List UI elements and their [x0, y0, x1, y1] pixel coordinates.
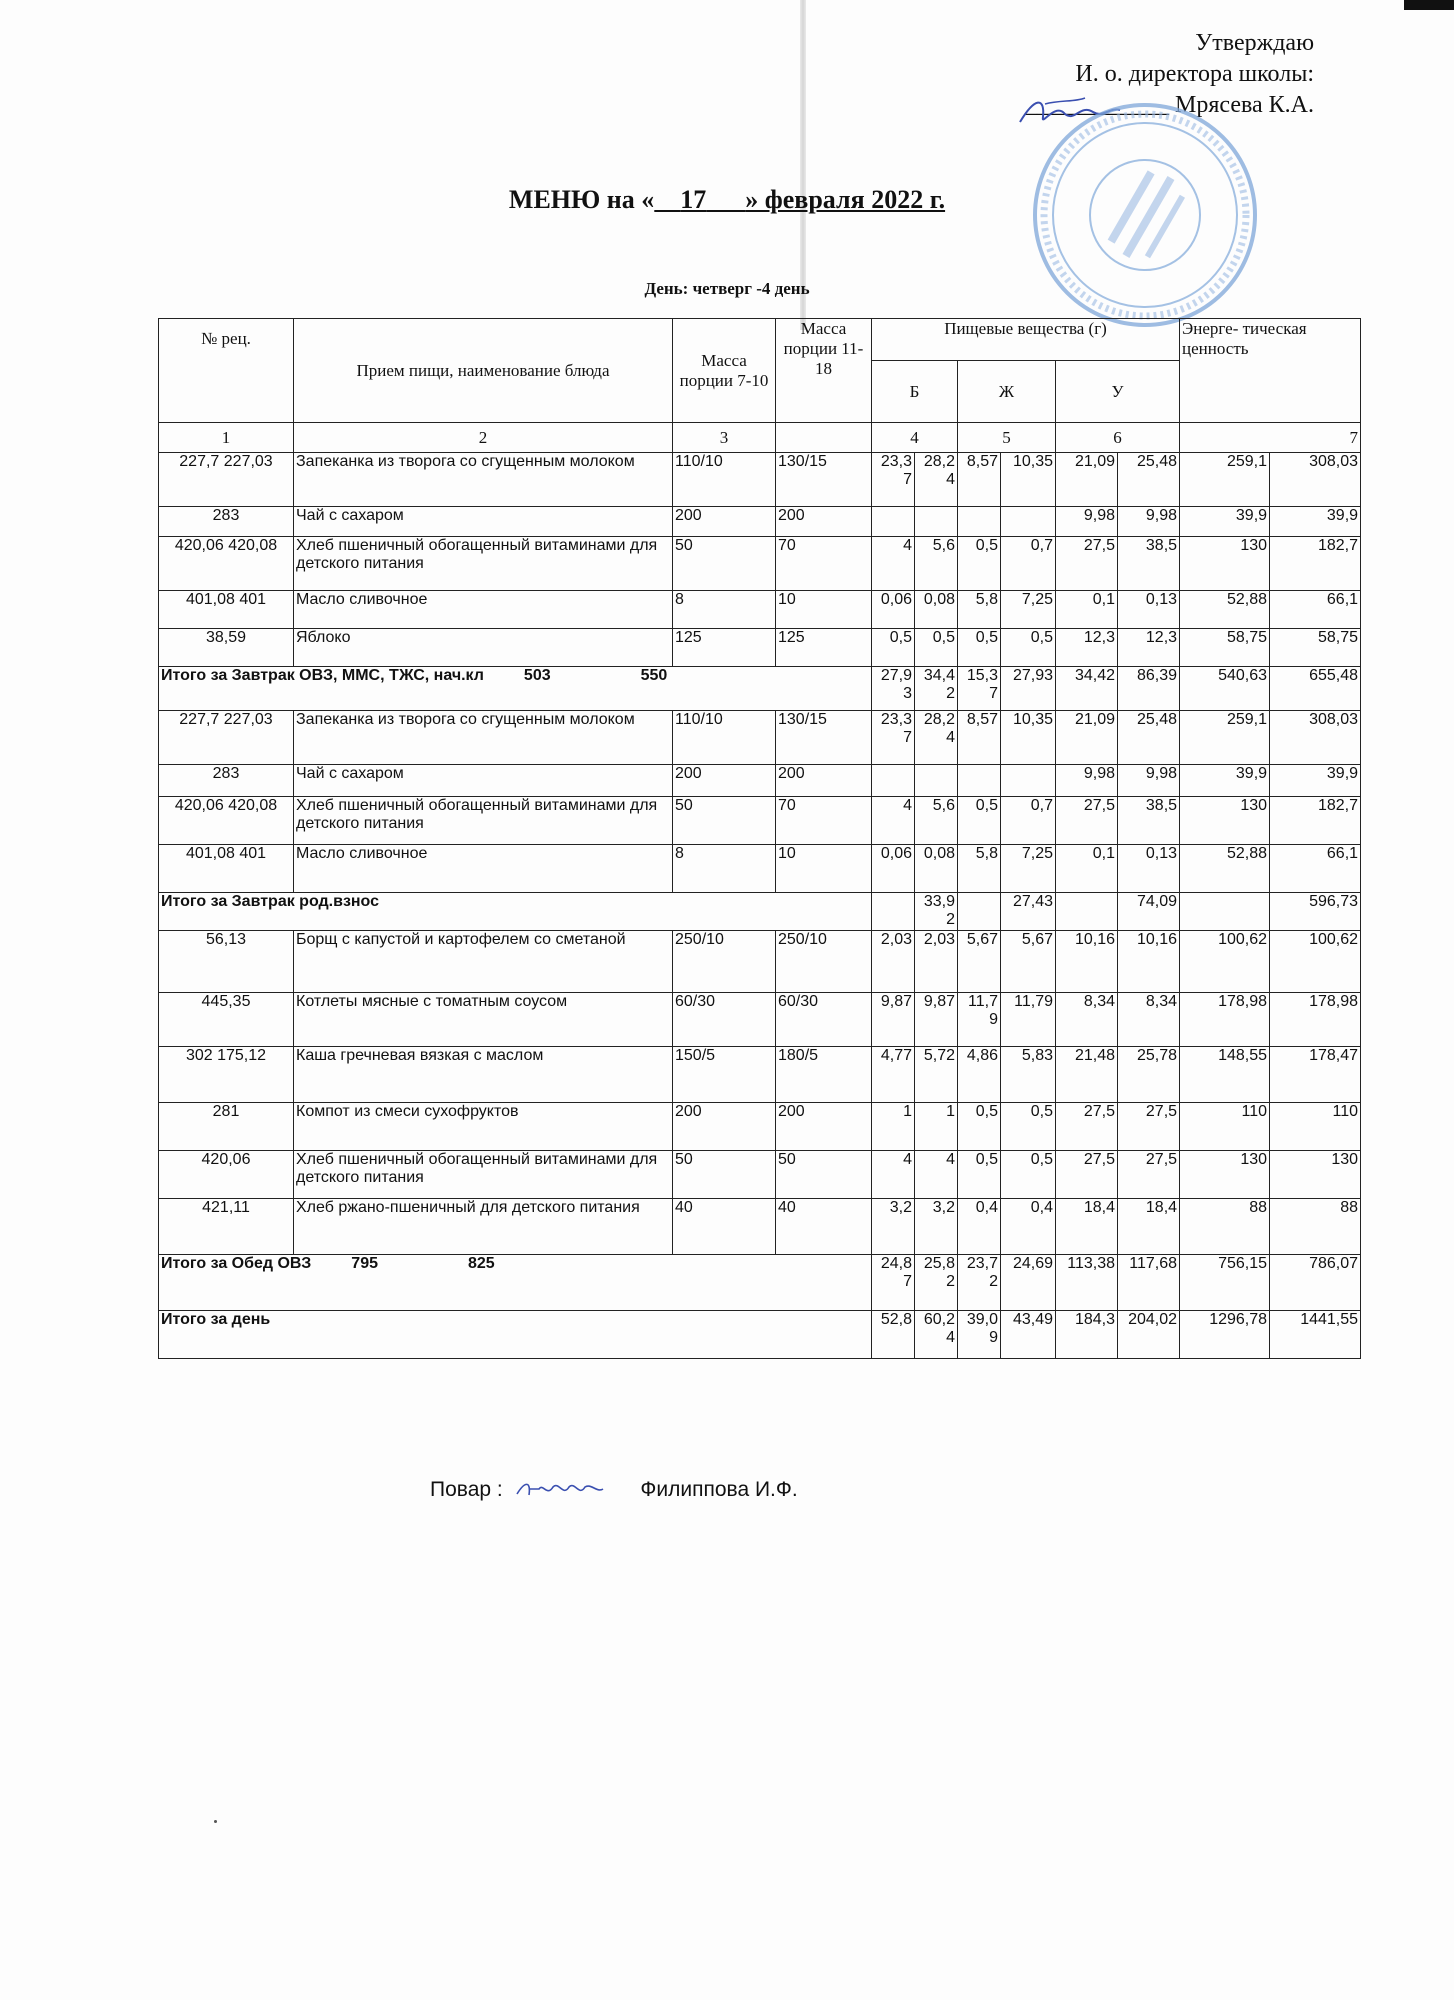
nutrient-u1-cell: 21,09	[1056, 711, 1118, 765]
nutrient-u2-cell: 204,02	[1118, 1311, 1180, 1359]
table-row	[159, 797, 1361, 845]
nutrient-z1-cell: 0,5	[958, 1103, 1001, 1151]
nutrient-z2-cell: 0,5	[1001, 1103, 1056, 1151]
mass-11-18-cell: 40	[776, 1199, 872, 1255]
table-row	[159, 845, 1361, 893]
dish-name-cell: Яблоко	[294, 629, 673, 667]
dish-name-cell: Хлеб пшеничный обогащенный витаминами для детского питания	[294, 537, 673, 591]
nutrient-z2-cell: 5,67	[1001, 931, 1056, 993]
nutrient-z1-cell: 8,57	[958, 453, 1001, 507]
nutrient-e1-cell: 39,9	[1180, 765, 1270, 797]
nutrient-e2-cell: 88	[1270, 1199, 1361, 1255]
page-title	[0, 185, 1454, 215]
nutrient-b2-cell: 3,2	[915, 1199, 958, 1255]
nutrient-b1-cell: 4	[872, 797, 915, 845]
total-label: Итого за Завтрак ОВЗ, ММС, ТЖС, нач.кл	[161, 667, 484, 684]
table-row	[159, 711, 1361, 765]
nutrient-z2-cell: 10,35	[1001, 453, 1056, 507]
nutrient-u1-cell: 0,1	[1056, 591, 1118, 629]
title-day: 17	[680, 185, 707, 214]
nutrient-e1-cell: 58,75	[1180, 629, 1270, 667]
mass-11-18-cell: 10	[776, 591, 872, 629]
col-number: 4	[872, 423, 958, 453]
nutrient-e1-cell: 88	[1180, 1199, 1270, 1255]
nutrient-b2-cell: 0,08	[915, 591, 958, 629]
col-number: 1	[159, 423, 294, 453]
nutrient-e2-cell: 786,07	[1270, 1255, 1361, 1311]
title-prefix: МЕНЮ на «	[508, 185, 655, 214]
nutrient-z1-cell: 11,79	[958, 993, 1001, 1047]
nutrient-z1-cell: 4,86	[958, 1047, 1001, 1103]
nutrient-e1-cell: 130	[1180, 537, 1270, 591]
nutrient-z2-cell: 0,7	[1001, 537, 1056, 591]
mass-11-18-cell: 70	[776, 537, 872, 591]
col-number: 5	[958, 423, 1056, 453]
col-number	[776, 423, 872, 453]
nutrient-u1-cell: 27,5	[1056, 1103, 1118, 1151]
dish-name-cell: Чай с сахаром	[294, 507, 673, 537]
nutrient-b2-cell: 1	[915, 1103, 958, 1151]
table-row	[159, 537, 1361, 591]
nutrient-e2-cell: 1441,55	[1270, 1311, 1361, 1359]
dish-name-cell: Запеканка из творога со сгущенным молоком	[294, 711, 673, 765]
nutrient-e1-cell: 756,15	[1180, 1255, 1270, 1311]
nutrient-u2-cell: 10,16	[1118, 931, 1180, 993]
cook-name: Филиппова И.Ф.	[640, 1478, 798, 1501]
nutrient-b1-cell: 0,5	[872, 629, 915, 667]
table-row	[159, 765, 1361, 797]
nutrient-b2-cell: 34,42	[915, 667, 958, 711]
nutrient-b1-cell: 27,93	[872, 667, 915, 711]
nutrient-u1-cell: 27,5	[1056, 797, 1118, 845]
nutrient-b2-cell: 5,6	[915, 537, 958, 591]
nutrient-b1-cell: 3,2	[872, 1199, 915, 1255]
mass-7-10-cell: 8	[673, 845, 776, 893]
nutrient-u2-cell: 9,98	[1118, 765, 1180, 797]
nutrient-u1-cell: 9,98	[1056, 765, 1118, 797]
table-row	[159, 453, 1361, 507]
total-label: Итого за день	[161, 1311, 271, 1328]
nutrient-u1-cell: 8,34	[1056, 993, 1118, 1047]
nutrient-u1-cell: 27,5	[1056, 1151, 1118, 1199]
nutrient-b2-cell: 25,82	[915, 1255, 958, 1311]
total-mass-7-10: 503	[523, 667, 551, 684]
scan-corner-mark	[1404, 0, 1454, 10]
dish-name-cell: Масло сливочное	[294, 591, 673, 629]
table-row	[159, 1151, 1361, 1199]
nutrient-e2-cell: 655,48	[1270, 667, 1361, 711]
nutrient-e2-cell: 596,73	[1270, 893, 1361, 931]
nutrient-u2-cell: 27,5	[1118, 1103, 1180, 1151]
nutrient-z1-cell: 0,5	[958, 537, 1001, 591]
mass-7-10-cell: 50	[673, 797, 776, 845]
nutrient-e1-cell: 39,9	[1180, 507, 1270, 537]
nutrient-u1-cell: 34,42	[1056, 667, 1118, 711]
col-number: 6	[1056, 423, 1180, 453]
nutrient-e1-cell: 259,1	[1180, 453, 1270, 507]
mass-11-18-cell: 180/5	[776, 1047, 872, 1103]
nutrient-u1-cell: 184,3	[1056, 1311, 1118, 1359]
mass-11-18-cell: 200	[776, 507, 872, 537]
nutrient-b2-cell: 5,6	[915, 797, 958, 845]
nutrient-z2-cell: 0,5	[1001, 1151, 1056, 1199]
nutrient-b2-cell: 0,5	[915, 629, 958, 667]
total-label-cell	[159, 1255, 872, 1311]
nutrient-u2-cell: 25,78	[1118, 1047, 1180, 1103]
col-number: 3	[673, 423, 776, 453]
mass-7-10-cell: 40	[673, 1199, 776, 1255]
nutrient-u2-cell: 8,34	[1118, 993, 1180, 1047]
recipe-number-cell: 283	[159, 507, 294, 537]
recipe-number-cell: 281	[159, 1103, 294, 1151]
nutrient-u2-cell: 38,5	[1118, 797, 1180, 845]
table-row	[159, 629, 1361, 667]
header-zh: Ж	[958, 361, 1056, 423]
nutrient-z1-cell: 5,8	[958, 845, 1001, 893]
mass-11-18-cell: 10	[776, 845, 872, 893]
table-row	[159, 931, 1361, 993]
day-label: День: четверг -4 день	[644, 279, 810, 298]
nutrient-e2-cell: 308,03	[1270, 453, 1361, 507]
nutrient-z1-cell: 5,8	[958, 591, 1001, 629]
nutrient-z1-cell: 0,5	[958, 1151, 1001, 1199]
dish-name-cell: Масло сливочное	[294, 845, 673, 893]
nutrient-u2-cell: 12,3	[1118, 629, 1180, 667]
nutrient-b1-cell: 4	[872, 537, 915, 591]
mass-7-10-cell: 250/10	[673, 931, 776, 993]
nutrient-b2-cell: 5,72	[915, 1047, 958, 1103]
nutrient-e2-cell: 110	[1270, 1103, 1361, 1151]
approval-line-2: И. о. директора школы:	[1075, 61, 1314, 87]
table-row	[159, 591, 1361, 629]
nutrient-e1-cell: 130	[1180, 797, 1270, 845]
dish-name-cell: Компот из смеси сухофруктов	[294, 1103, 673, 1151]
total-row	[159, 1311, 1361, 1359]
approval-line-3: ____________ Мрясева К.А.	[1025, 92, 1314, 118]
mass-7-10-cell: 200	[673, 765, 776, 797]
recipe-number-cell: 302 175,12	[159, 1047, 294, 1103]
mass-11-18-cell: 60/30	[776, 993, 872, 1047]
nutrient-b2-cell: 28,24	[915, 453, 958, 507]
nutrient-b1-cell: 9,87	[872, 993, 915, 1047]
mass-7-10-cell: 110/10	[673, 453, 776, 507]
nutrient-u2-cell: 0,13	[1118, 591, 1180, 629]
total-label-cell	[159, 667, 872, 711]
nutrient-u1-cell	[1056, 893, 1118, 931]
nutrient-z1-cell	[958, 507, 1001, 537]
nutrient-b1-cell: 4,77	[872, 1047, 915, 1103]
nutrient-b1-cell	[872, 507, 915, 537]
nutrient-b1-cell	[872, 893, 915, 931]
mass-7-10-cell: 8	[673, 591, 776, 629]
nutrient-u2-cell: 18,4	[1118, 1199, 1180, 1255]
mass-11-18-cell: 70	[776, 797, 872, 845]
nutrient-b1-cell: 0,06	[872, 845, 915, 893]
mass-7-10-cell: 200	[673, 1103, 776, 1151]
cook-signature-icon	[515, 1479, 605, 1501]
table-row	[159, 1199, 1361, 1255]
nutrient-e1-cell: 178,98	[1180, 993, 1270, 1047]
nutrient-z2-cell: 5,83	[1001, 1047, 1056, 1103]
nutrient-z2-cell: 0,5	[1001, 629, 1056, 667]
header-nutrients: Пищевые вещества (г)	[872, 319, 1180, 361]
mass-11-18-cell: 250/10	[776, 931, 872, 993]
header-u: У	[1056, 361, 1180, 423]
nutrient-e1-cell: 130	[1180, 1151, 1270, 1199]
nutrient-u2-cell: 74,09	[1118, 893, 1180, 931]
nutrient-e1-cell: 52,88	[1180, 591, 1270, 629]
header-energy: Энерге- тическая ценность	[1180, 319, 1361, 423]
nutrient-u2-cell: 27,5	[1118, 1151, 1180, 1199]
nutrient-z2-cell: 11,79	[1001, 993, 1056, 1047]
mass-11-18-cell: 130/15	[776, 453, 872, 507]
nutrient-e2-cell: 66,1	[1270, 591, 1361, 629]
header-mass-11-18: Масса порции 11-18	[776, 319, 872, 423]
nutrient-e2-cell: 130	[1270, 1151, 1361, 1199]
total-mass-7-10: 795	[351, 1255, 378, 1272]
nutrient-b2-cell: 9,87	[915, 993, 958, 1047]
nutrient-u1-cell: 10,16	[1056, 931, 1118, 993]
nutrient-u1-cell: 12,3	[1056, 629, 1118, 667]
dish-name-cell: Хлеб пшеничный обогащенный витаминами для детского питания	[294, 1151, 673, 1199]
nutrient-b1-cell: 24,87	[872, 1255, 915, 1311]
col-number: 7	[1180, 423, 1361, 453]
nutrient-e2-cell: 308,03	[1270, 711, 1361, 765]
nutrient-b2-cell: 0,08	[915, 845, 958, 893]
total-label: Итого за Завтрак род.взнос	[161, 893, 380, 910]
nutrient-u1-cell: 21,09	[1056, 453, 1118, 507]
nutrient-b2-cell: 60,24	[915, 1311, 958, 1359]
nutrient-e2-cell: 66,1	[1270, 845, 1361, 893]
nutrient-z1-cell: 0,5	[958, 629, 1001, 667]
nutrient-b1-cell: 0,06	[872, 591, 915, 629]
nutrient-e1-cell: 1296,78	[1180, 1311, 1270, 1359]
nutrient-e1-cell: 540,63	[1180, 667, 1270, 711]
recipe-number-cell: 420,06	[159, 1151, 294, 1199]
nutrient-e2-cell: 39,9	[1270, 765, 1361, 797]
nutrient-z2-cell: 10,35	[1001, 711, 1056, 765]
nutrient-b2-cell	[915, 507, 958, 537]
nutrient-z2-cell: 0,4	[1001, 1199, 1056, 1255]
nutrient-e1-cell: 259,1	[1180, 711, 1270, 765]
nutrient-e1-cell: 110	[1180, 1103, 1270, 1151]
nutrient-b2-cell	[915, 765, 958, 797]
nutrient-u1-cell: 0,1	[1056, 845, 1118, 893]
nutrient-u1-cell: 113,38	[1056, 1255, 1118, 1311]
recipe-number-cell: 420,06 420,08	[159, 537, 294, 591]
total-row	[159, 667, 1361, 711]
nutrient-z1-cell: 5,67	[958, 931, 1001, 993]
total-row	[159, 1255, 1361, 1311]
nutrient-b1-cell: 2,03	[872, 931, 915, 993]
nutrient-z2-cell	[1001, 507, 1056, 537]
mass-11-18-cell: 125	[776, 629, 872, 667]
nutrient-u2-cell: 9,98	[1118, 507, 1180, 537]
nutrient-b2-cell: 4	[915, 1151, 958, 1199]
menu-body	[159, 453, 1361, 1359]
nutrient-b1-cell: 1	[872, 1103, 915, 1151]
nutrient-e2-cell: 100,62	[1270, 931, 1361, 993]
header-dish: Прием пищи, наименование блюда	[294, 319, 673, 423]
recipe-number-cell: 421,11	[159, 1199, 294, 1255]
nutrient-e1-cell: 100,62	[1180, 931, 1270, 993]
nutrient-z2-cell: 7,25	[1001, 845, 1056, 893]
nutrient-e2-cell: 58,75	[1270, 629, 1361, 667]
nutrient-u2-cell: 0,13	[1118, 845, 1180, 893]
nutrient-e1-cell: 52,88	[1180, 845, 1270, 893]
total-row	[159, 893, 1361, 931]
nutrient-z2-cell: 24,69	[1001, 1255, 1056, 1311]
recipe-number-cell: 445,35	[159, 993, 294, 1047]
mass-7-10-cell: 60/30	[673, 993, 776, 1047]
nutrient-z1-cell	[958, 765, 1001, 797]
dish-name-cell: Хлеб пшеничный обогащенный витаминами для детского питания	[294, 797, 673, 845]
recipe-number-cell: 401,08 401	[159, 591, 294, 629]
dish-name-cell: Хлеб ржано-пшеничный для детского питания	[294, 1199, 673, 1255]
nutrient-b1-cell: 23,37	[872, 453, 915, 507]
nutrient-z2-cell: 27,43	[1001, 893, 1056, 931]
total-mass-11-18: 825	[468, 1255, 495, 1272]
recipe-number-cell: 38,59	[159, 629, 294, 667]
total-mass-11-18: 550	[640, 667, 668, 684]
nutrient-b1-cell: 52,8	[872, 1311, 915, 1359]
menu-table	[158, 318, 1361, 1359]
nutrient-u2-cell: 117,68	[1118, 1255, 1180, 1311]
nutrient-e2-cell: 178,47	[1270, 1047, 1361, 1103]
mass-11-18-cell: 200	[776, 1103, 872, 1151]
recipe-number-cell: 401,08 401	[159, 845, 294, 893]
nutrient-z1-cell: 39,09	[958, 1311, 1001, 1359]
nutrient-z1-cell	[958, 893, 1001, 931]
dish-name-cell: Запеканка из творога со сгущенным молоком	[294, 453, 673, 507]
mass-7-10-cell: 150/5	[673, 1047, 776, 1103]
title-suffix: » февраля 2022 г.	[745, 185, 946, 214]
cook-label: Повар :	[430, 1478, 503, 1501]
nutrient-b2-cell: 2,03	[915, 931, 958, 993]
scan-dot	[214, 1820, 217, 1823]
nutrient-b2-cell: 33,92	[915, 893, 958, 931]
nutrient-e2-cell: 178,98	[1270, 993, 1361, 1047]
table-row	[159, 993, 1361, 1047]
total-label-cell	[159, 1311, 872, 1359]
nutrient-e1-cell	[1180, 893, 1270, 931]
nutrient-b2-cell: 28,24	[915, 711, 958, 765]
nutrient-u1-cell: 27,5	[1056, 537, 1118, 591]
total-label-cell	[159, 893, 872, 931]
nutrient-u2-cell: 86,39	[1118, 667, 1180, 711]
dish-name-cell: Чай с сахаром	[294, 765, 673, 797]
nutrient-z1-cell: 15,37	[958, 667, 1001, 711]
nutrient-z2-cell	[1001, 765, 1056, 797]
nutrient-e2-cell: 182,7	[1270, 537, 1361, 591]
table-row	[159, 1047, 1361, 1103]
dish-name-cell: Каша гречневая вязкая с маслом	[294, 1047, 673, 1103]
nutrient-z2-cell: 43,49	[1001, 1311, 1056, 1359]
nutrient-b1-cell	[872, 765, 915, 797]
mass-11-18-cell: 200	[776, 765, 872, 797]
total-label: Итого за Обед ОВЗ	[161, 1255, 312, 1272]
dish-name-cell: Котлеты мясные с томатным соусом	[294, 993, 673, 1047]
col-number: 2	[294, 423, 673, 453]
mass-7-10-cell: 50	[673, 1151, 776, 1199]
header-b: Б	[872, 361, 958, 423]
header-rec: № рец.	[159, 319, 294, 423]
mass-7-10-cell: 50	[673, 537, 776, 591]
nutrient-z2-cell: 7,25	[1001, 591, 1056, 629]
nutrient-u2-cell: 25,48	[1118, 453, 1180, 507]
nutrient-z1-cell: 0,4	[958, 1199, 1001, 1255]
recipe-number-cell: 56,13	[159, 931, 294, 993]
nutrient-z2-cell: 27,93	[1001, 667, 1056, 711]
nutrient-u1-cell: 9,98	[1056, 507, 1118, 537]
recipe-number-cell: 283	[159, 765, 294, 797]
cook-footer	[430, 1478, 798, 1502]
mass-11-18-cell: 50	[776, 1151, 872, 1199]
nutrient-e2-cell: 39,9	[1270, 507, 1361, 537]
nutrient-e2-cell: 182,7	[1270, 797, 1361, 845]
dish-name-cell: Борщ с капустой и картофелем со сметаной	[294, 931, 673, 993]
mass-11-18-cell: 130/15	[776, 711, 872, 765]
nutrient-b1-cell: 23,37	[872, 711, 915, 765]
nutrient-z2-cell: 0,7	[1001, 797, 1056, 845]
nutrient-u2-cell: 38,5	[1118, 537, 1180, 591]
nutrient-u1-cell: 21,48	[1056, 1047, 1118, 1103]
table-row	[159, 1103, 1361, 1151]
nutrient-u1-cell: 18,4	[1056, 1199, 1118, 1255]
mass-7-10-cell: 110/10	[673, 711, 776, 765]
recipe-number-cell: 227,7 227,03	[159, 453, 294, 507]
mass-7-10-cell: 125	[673, 629, 776, 667]
nutrient-e1-cell: 148,55	[1180, 1047, 1270, 1103]
nutrient-u2-cell: 25,48	[1118, 711, 1180, 765]
table-row	[159, 507, 1361, 537]
nutrient-z1-cell: 8,57	[958, 711, 1001, 765]
recipe-number-cell: 227,7 227,03	[159, 711, 294, 765]
nutrient-z1-cell: 23,72	[958, 1255, 1001, 1311]
header-mass-7-10: Масса порции 7-10	[673, 319, 776, 423]
nutrient-b1-cell: 4	[872, 1151, 915, 1199]
nutrient-z1-cell: 0,5	[958, 797, 1001, 845]
recipe-number-cell: 420,06 420,08	[159, 797, 294, 845]
mass-7-10-cell: 200	[673, 507, 776, 537]
approval-line-1: Утверждаю	[1195, 30, 1314, 56]
